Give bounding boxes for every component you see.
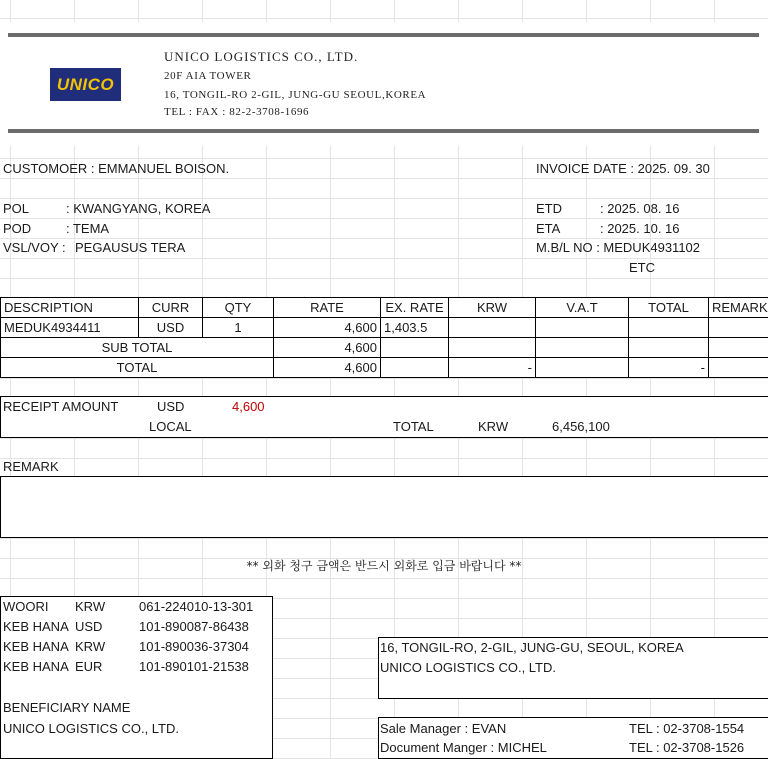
subtotal-label: SUB TOTAL xyxy=(1,338,274,358)
pol-label: POL xyxy=(3,201,29,216)
subtotal-row xyxy=(1,338,768,358)
receipt-amount: 4,600 xyxy=(232,399,265,414)
remark-label: REMARK xyxy=(3,459,59,474)
total-row xyxy=(1,358,768,378)
etd-label: ETD xyxy=(536,201,562,216)
bank-name: KEB HANA xyxy=(3,659,69,674)
contact-tel: TEL : 02-3708-1554 xyxy=(629,721,744,736)
bank-account: 101-890036-37304 xyxy=(139,639,249,654)
header-ex-rate: EX. RATE xyxy=(381,298,449,318)
pol-value: : KWANGYANG, KOREA xyxy=(66,201,210,216)
payment-notice: ** 외화 청구 금액은 반드시 외화로 입금 바랍니다 ** xyxy=(0,557,768,574)
cell-curr: USD xyxy=(139,318,203,338)
address-line-2: UNICO LOGISTICS CO., LTD. xyxy=(380,660,556,675)
bank-curr: EUR xyxy=(75,659,102,674)
receipt-curr: USD xyxy=(157,399,184,414)
header-total: TOTAL xyxy=(629,298,709,318)
total-rate: 4,600 xyxy=(274,358,381,378)
header-rate: RATE xyxy=(274,298,381,318)
cell-qty: 1 xyxy=(203,318,274,338)
receipt-label: RECEIPT AMOUNT xyxy=(3,399,118,414)
mbl-number: M.B/L NO : MEDUK4931102 xyxy=(536,240,700,255)
total-krw: - xyxy=(449,358,536,378)
cell-remark xyxy=(709,318,768,338)
header-description: DESCRIPTION xyxy=(1,298,139,318)
bottom-rule xyxy=(8,129,759,133)
bank-curr: KRW xyxy=(75,639,105,654)
eta-label: ETA xyxy=(536,221,560,236)
table-row xyxy=(1,318,768,338)
cell-total xyxy=(629,318,709,338)
header-vat: V.A.T xyxy=(536,298,629,318)
bank-curr: USD xyxy=(75,619,102,634)
company-address-1: 20F AIA TOWER xyxy=(164,70,251,82)
subtotal-rate: 4,600 xyxy=(274,338,381,358)
bank-name: KEB HANA xyxy=(3,619,69,634)
table-header-row xyxy=(1,298,768,318)
header-curr: CURR xyxy=(139,298,203,318)
total-total: - xyxy=(629,358,709,378)
header-remark: REMARK xyxy=(709,298,768,318)
address-line-1: 16, TONGIL-RO, 2-GIL, JUNG-GU, SEOUL, KOREA xyxy=(380,640,684,655)
company-address-2: 16, TONGIL-RO 2-GIL, JUNG-GU SEOUL,KOREA xyxy=(164,89,426,101)
vsl-value: PEGAUSUS TERA xyxy=(75,240,185,255)
pod-label: POD xyxy=(3,221,31,236)
top-rule xyxy=(8,33,759,37)
pod-value: : TEMA xyxy=(66,221,109,236)
bank-name: KEB HANA xyxy=(3,639,69,654)
company-tel-fax: TEL : FAX : 82-2-3708-1696 xyxy=(164,106,309,118)
beneficiary-label: BENEFICIARY NAME xyxy=(3,700,130,715)
bank-curr: KRW xyxy=(75,599,105,614)
header-qty: QTY xyxy=(203,298,274,318)
contact-role: Document Manger : MICHEL xyxy=(380,740,547,755)
cell-vat xyxy=(536,318,629,338)
company-name: UNICO LOGISTICS CO., LTD. xyxy=(164,49,358,65)
cell-ex-rate: 1,403.5 xyxy=(381,318,449,338)
header-krw: KRW xyxy=(449,298,536,318)
receipt-total-label: TOTAL xyxy=(393,419,434,434)
receipt-total-curr: KRW xyxy=(478,419,508,434)
company-logo xyxy=(50,68,121,101)
cell-krw xyxy=(449,318,536,338)
bank-account: 061-224010-13-301 xyxy=(139,599,253,614)
etd-value: : 2025. 08. 16 xyxy=(600,201,680,216)
logo-text: UNICO xyxy=(57,75,114,95)
remark-box xyxy=(0,476,768,538)
receipt-total-amount: 6,456,100 xyxy=(552,419,610,434)
contact-role: Sale Manager : EVAN xyxy=(380,721,506,736)
invoice-date: INVOICE DATE : 2025. 09. 30 xyxy=(536,161,710,176)
bank-account: 101-890101-21538 xyxy=(139,659,249,674)
contact-tel: TEL : 02-3708-1526 xyxy=(629,740,744,755)
bank-name: WOORI xyxy=(3,599,49,614)
cell-rate: 4,600 xyxy=(274,318,381,338)
etc-label: ETC xyxy=(629,260,655,275)
charges-table xyxy=(0,297,768,378)
eta-value: : 2025. 10. 16 xyxy=(600,221,680,236)
total-label: TOTAL xyxy=(1,358,274,378)
customer-name: CUSTOMOER : EMMANUEL BOISON. xyxy=(3,161,229,176)
receipt-local-label: LOCAL xyxy=(149,419,192,434)
vsl-label: VSL/VOY : xyxy=(3,240,66,255)
bank-account: 101-890087-86438 xyxy=(139,619,249,634)
beneficiary-name: UNICO LOGISTICS CO., LTD. xyxy=(3,721,179,736)
cell-description: MEDUK4934411 xyxy=(1,318,139,338)
